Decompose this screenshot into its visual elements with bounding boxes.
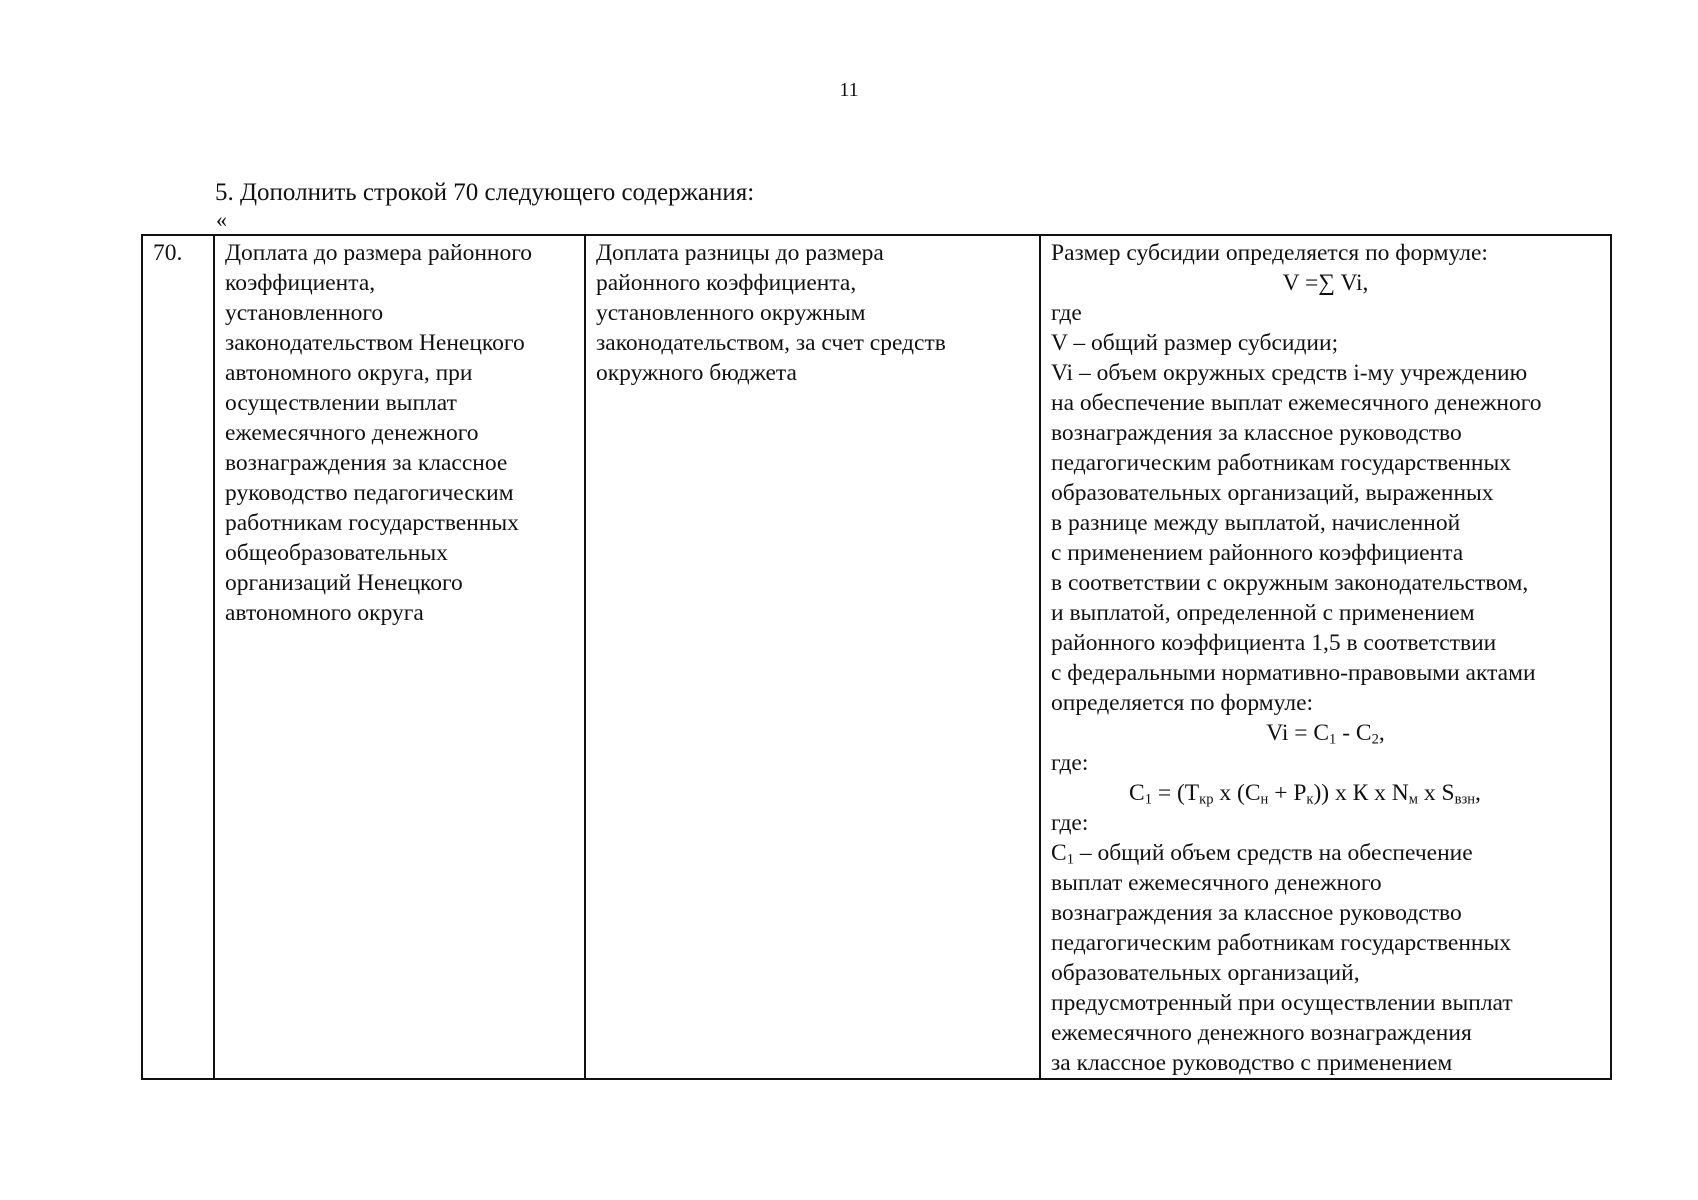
- payment-name-line: вознаграждения за классное: [225, 450, 508, 476]
- formula-text-line: с федеральными нормативно-правовыми актами: [1051, 660, 1536, 686]
- payment-purpose-line: законодательством, за счет средств: [596, 330, 946, 356]
- payment-purpose-cell: [585, 235, 1040, 1079]
- subsidy-formula-cell: [1040, 235, 1611, 1079]
- formula-text-line: педагогическим работникам государственных: [1051, 930, 1512, 956]
- c1-formula: $C_1 = (T_{кр}$ x $(С_н + Р_к)$) x К x $N_м$ x $S_{взн}$,: [1129, 780, 1481, 808]
- amendment-table: [141, 234, 1612, 1080]
- formula-text-line: районного коэффициента 1,5 в соответствии: [1051, 630, 1497, 656]
- payment-purpose-line: районного коэффициента,: [596, 270, 857, 296]
- formula-text-line: предусмотренный при осуществлении выплат: [1051, 990, 1513, 1016]
- payment-name-line: коэффициента,: [225, 270, 376, 296]
- sum-formula: V =∑ Vi,: [1282, 270, 1369, 296]
- row-number: 70.: [153, 240, 183, 266]
- payment-name-line: автономного округа, при: [225, 360, 473, 386]
- c1-definition: $C_1$ – общий объем средств на обеспечение: [1051, 840, 1473, 868]
- formula-text-line: Vi – объем окружных средств i-му учреждению: [1051, 360, 1528, 386]
- page-number: 11: [839, 79, 859, 101]
- formula-text-line: выплат ежемесячного денежного: [1051, 870, 1382, 896]
- payment-name-line: законодательством Ненецкого: [225, 330, 525, 356]
- formula-text-line: образовательных организаций,: [1051, 960, 1360, 986]
- formula-text-line: педагогическим работникам государственных: [1051, 450, 1512, 476]
- payment-name-line: установленного: [225, 300, 384, 326]
- payment-name-line: организаций Ненецкого: [225, 570, 463, 596]
- payment-name-line: автономного округа: [225, 600, 424, 626]
- payment-name-cell: [214, 235, 585, 1079]
- payment-name-line: руководство педагогическим: [225, 480, 514, 506]
- payment-name-line: Доплата до размера районного: [225, 240, 533, 266]
- payment-name-line: ежемесячного денежного: [225, 420, 479, 446]
- vi-formula: $Vi = C_1 - C_2$,: [1266, 720, 1385, 748]
- formula-text-line: где:: [1051, 750, 1089, 776]
- formula-text-line: в соответствии с окружным законодательством,: [1051, 570, 1529, 596]
- formula-text-line: вознаграждения за классное руководство: [1051, 420, 1462, 446]
- formula-text-line: ежемесячного денежного вознаграждения: [1051, 1020, 1472, 1046]
- payment-purpose-line: установленного окружным: [596, 300, 866, 326]
- payment-name-line: осуществлении выплат: [225, 390, 457, 416]
- formula-text-line: где:: [1051, 810, 1089, 836]
- payment-purpose-line: окружного бюджета: [596, 360, 797, 386]
- payment-name-line: работникам государственных: [225, 510, 519, 536]
- row-number-cell: [142, 235, 214, 1079]
- formula-text-line: и выплатой, определенной с применением: [1051, 600, 1475, 626]
- opening-quote-mark: «: [216, 207, 227, 232]
- formula-text-line: с применением районного коэффициента: [1051, 540, 1464, 566]
- formula-text-line: за классное руководство с применением: [1051, 1050, 1453, 1076]
- formula-text-line: V – общий размер субсидии;: [1051, 330, 1339, 356]
- formula-text-line: где: [1051, 300, 1082, 326]
- formula-text-line: определяется по формуле:: [1051, 690, 1314, 716]
- payment-purpose-line: Доплата разницы до размера: [596, 240, 884, 266]
- formula-text-line: вознаграждения за классное руководство: [1051, 900, 1462, 926]
- formula-text-line: в разнице между выплатой, начисленной: [1051, 510, 1461, 536]
- formula-text-line: Размер субсидии определяется по формуле:: [1051, 240, 1488, 266]
- amendment-intro: 5. Дополнить строкой 70 следующего содержания:: [215, 179, 755, 206]
- formula-text-line: образовательных организаций, выраженных: [1051, 480, 1494, 506]
- table-row-70: [142, 235, 1611, 1079]
- formula-text-line: на обеспечение выплат ежемесячного денежного: [1051, 390, 1542, 416]
- payment-name-line: общеобразовательных: [225, 540, 448, 566]
